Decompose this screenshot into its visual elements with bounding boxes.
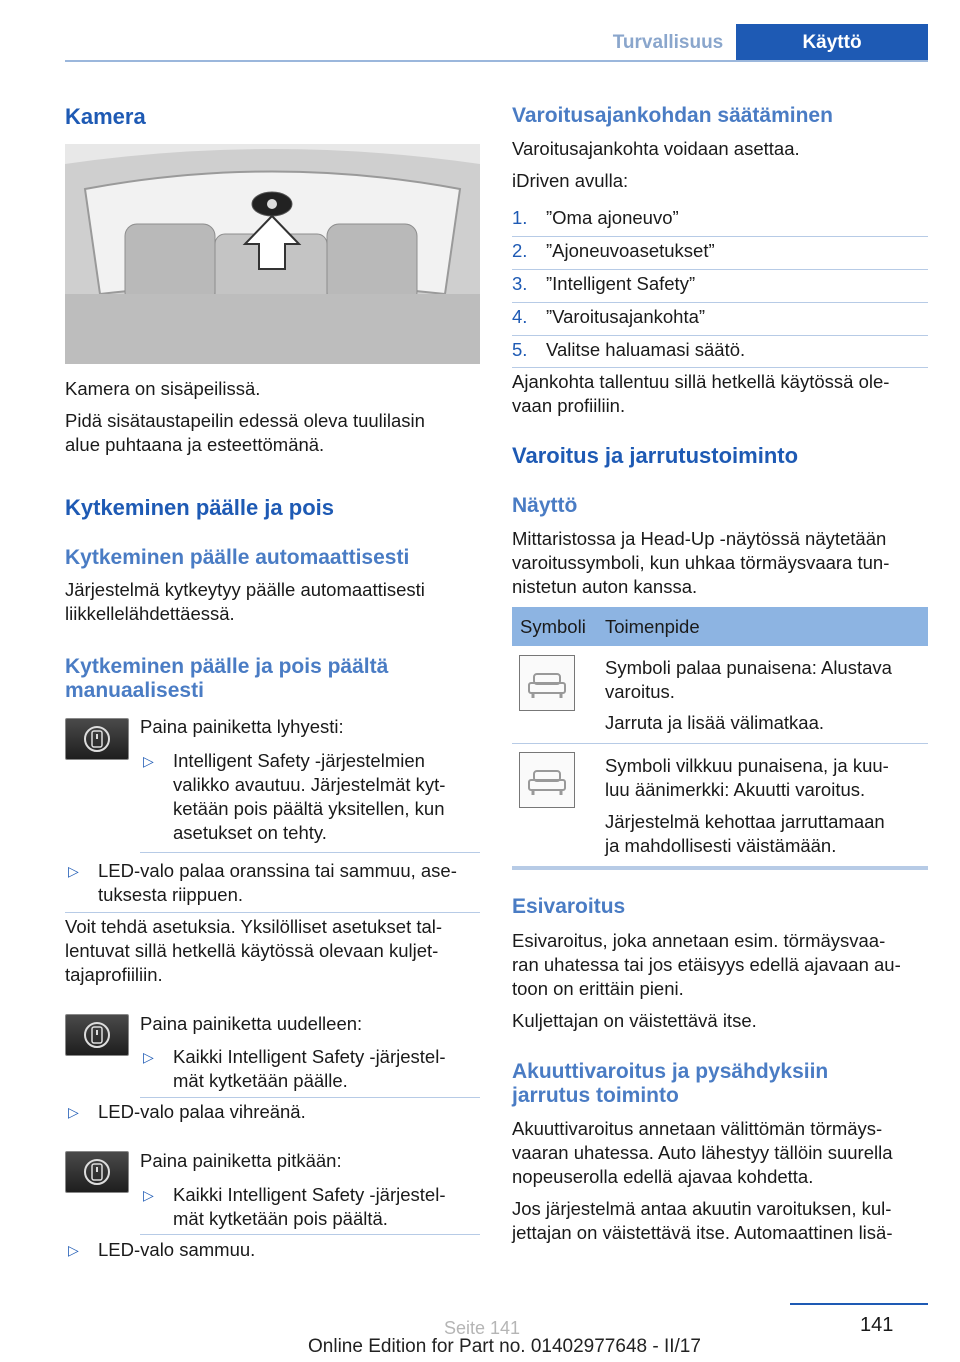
row2-text-1: Symboli vilkkuu punaisena, ja kuu‐ [605,755,889,776]
onoff-heading: Kytkeminen päälle ja pois [65,495,334,520]
acute-heading-1: Akuuttivaroitus ja pysähdyksiin [512,1060,829,1083]
timing-heading: Varoitusajankohdan säätäminen [512,104,833,127]
car-interior-illustration [65,144,480,364]
b1-line-1: Intelligent Safety -järjestelmien [173,750,425,771]
b3-line-2: mät kytketään päälle. [173,1070,348,1091]
manual-heading-1: Kytkeminen päälle ja pois päältä [65,655,389,678]
intelligent-safety-icon [66,1015,128,1055]
auto-heading: Kytkeminen päälle automaattisesti [65,546,410,569]
bullet-icon: ▷ [143,1187,154,1203]
header-divider [65,60,928,62]
footer-watermark: Seite 141 [444,1318,521,1338]
press-again-text: Paina painiketta uudelleen: [140,1013,363,1034]
b2-line-1: LED-valo palaa oranssina tai sammuu, ase‐ [98,860,457,881]
separator [512,236,928,237]
step-text: Valitse haluamasi säätö. [546,339,746,360]
bullet-icon: ▷ [143,753,154,769]
camera-location-text: Kamera on sisäpeilissä. [65,378,261,399]
separator [512,302,928,303]
bullet-icon: ▷ [143,1049,154,1065]
car-front-icon [520,753,574,807]
press-short-text: Paina painiketta lyhyesti: [140,716,344,737]
row2-text-4: ja mahdollisesti väistämään. [605,835,837,856]
step-number: 5. [512,339,528,360]
table-row-separator [512,743,928,744]
warning-heading: Varoitus ja jarrutustoiminto [512,443,799,468]
table-col-action: Toimenpide [605,616,700,637]
timing-text-1: Varoitusajankohta voidaan asettaa. [512,138,800,159]
footer-rule [790,1303,928,1305]
b3-line-1: Kaikki Intelligent Safety -järjestel‐ [173,1046,446,1067]
pre-text-3: toon on erittäin pieni. [512,978,684,999]
pre-warning-heading: Esivaroitus [512,895,626,918]
acute-text-5: jettajan on väistettävä itse. Automaattinen lisä‐ [512,1222,893,1243]
row1-text-1: Symboli palaa punaisena: Alustava [605,657,892,678]
camera-heading: Kamera [65,104,146,129]
safety-button-image [65,718,129,760]
pre-text-2: ran uhatessa tai jos etäisyys edellä ajavaan au‐ [512,954,901,975]
b6-line-1: LED-valo sammuu. [98,1239,256,1260]
settings-text-1: Voit tehdä asetuksia. Yksilölliset asetukset tal‐ [65,916,443,937]
row2-text-2: luu äänimerkki: Akuutti varoitus. [605,779,866,800]
acute-text-4: Jos järjestelmä antaa akuutin varoituksen, kul‐ [512,1198,892,1219]
auto-text-2: liikkellelähdettäessä. [65,603,235,624]
safety-button-image [65,1151,129,1193]
step-text: ”Intelligent Safety” [546,273,696,294]
timing-text-2: iDriven avulla: [512,170,629,191]
timing-after-2: vaan profiiliin. [512,395,626,416]
b5-line-1: Kaikki Intelligent Safety -järjestel‐ [173,1184,446,1205]
separator [512,335,928,336]
b2-line-2: tuksesta riippuen. [98,884,244,905]
step-number: 2. [512,240,528,261]
manual-heading-2: manuaalisesti [65,679,204,702]
acute-text-2: vaaran uhatessa. Auto lähestyy tällöin suurella [512,1142,893,1163]
auto-text-1: Järjestelmä kytkeytyy päälle automaattisesti [65,579,425,600]
header-tab-kaytto[interactable]: Käyttö [736,24,928,62]
step-number: 4. [512,306,528,327]
separator [140,852,480,853]
table-col-symbol: Symboli [520,616,586,637]
table-bottom-rule [512,866,928,870]
separator [140,1097,480,1098]
step-number: 3. [512,273,528,294]
camera-photo [65,144,480,364]
intelligent-safety-icon [66,1152,128,1192]
timing-after-1: Ajankohta tallentuu sillä hetkellä käytössä ole‐ [512,371,890,392]
car-warning-icon [519,752,575,808]
b1-line-3: ketään pois päältä yksitellen, kun [173,798,445,819]
display-text-1: Mittaristossa ja Head-Up -näytössä näytetään [512,528,887,549]
row1-text-3: Jarruta ja lisää välimatkaa. [605,712,825,733]
settings-text-3: tajaprofiiliin. [65,964,163,985]
acute-text-3: nopeuserolla edellä ajavaa kohdetta. [512,1166,814,1187]
pre-text-4: Kuljettajan on väistettävä itse. [512,1010,757,1031]
page-number: 141 [860,1314,894,1336]
car-warning-icon [519,655,575,711]
camera-clean-text-1: Pidä sisätaustapeilin edessä oleva tuulilasin [65,410,425,431]
row2-text-3: Järjestelmä kehottaa jarruttamaan [605,811,885,832]
b5-line-2: mät kytketään pois päältä. [173,1208,388,1229]
step-text: ”Ajoneuvoasetukset” [546,240,715,261]
step-text: ”Varoitusajankohta” [546,306,706,327]
b1-line-2: valikko avautuu. Järjestelmät kyt‐ [173,774,446,795]
bullet-icon: ▷ [68,1242,79,1258]
press-long-text: Paina painiketta pitkään: [140,1150,342,1171]
display-text-2: varoitussymboli, kun uhkaa törmäysvaara tun‐ [512,552,890,573]
bullet-icon: ▷ [68,863,79,879]
footer-edition: Online Edition for Part no. 01402977648 - II/17 [308,1336,701,1357]
separator [65,912,480,913]
camera-clean-text-2: alue puhtaana ja esteettömänä. [65,434,325,455]
safety-button-image [65,1014,129,1056]
bullet-icon: ▷ [68,1104,79,1120]
header-tab-turvallisuus[interactable]: Turvallisuus [612,32,724,53]
acute-heading-2: jarrutus toiminto [512,1084,679,1107]
step-number: 1. [512,207,528,228]
intelligent-safety-icon [66,719,128,759]
b4-line-1: LED-valo palaa vihreänä. [98,1101,306,1122]
acute-text-1: Akuuttivaroitus annetaan välittömän törmäys‐ [512,1118,883,1139]
separator [512,269,928,270]
display-heading: Näyttö [512,494,578,517]
display-text-3: nistetun auton kanssa. [512,576,698,597]
step-text: ”Oma ajoneuvo” [546,207,679,228]
pre-text-1: Esivaroitus, joka annetaan esim. törmäysvaa‐ [512,930,886,951]
row1-text-2: varoitus. [605,681,675,702]
separator [140,1234,480,1235]
separator [512,367,928,368]
settings-text-2: lentuvat sillä hetkellä käytössä olevaan kuljet‐ [65,940,439,961]
b1-line-4: asetukset on tehty. [173,822,327,843]
car-front-icon [520,656,574,710]
